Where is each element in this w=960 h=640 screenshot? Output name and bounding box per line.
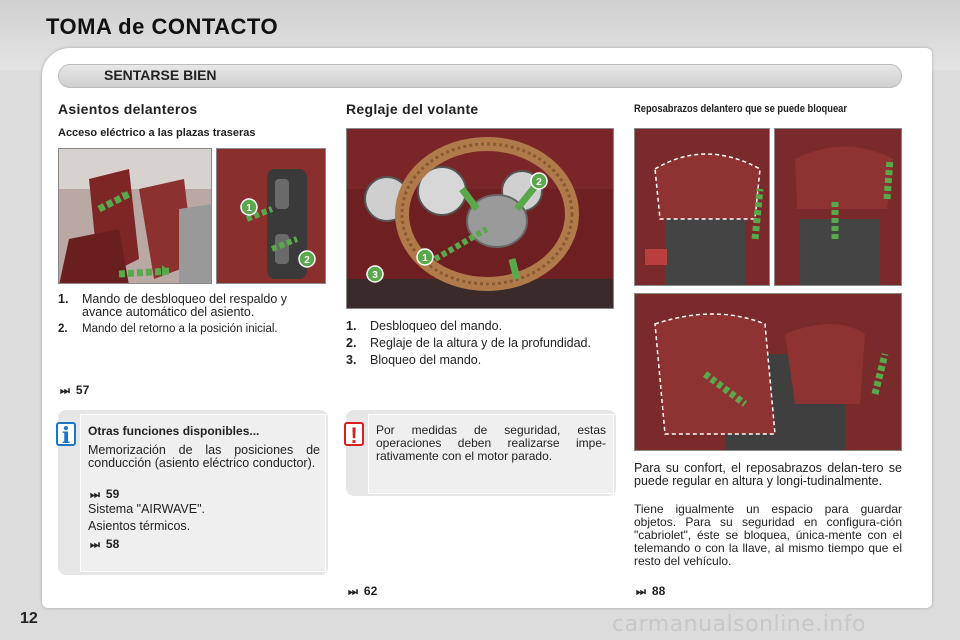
armrest-para-1: Para su confort, el reposabrazos delan-tero se puede regular en altura y longi-tudinalmente. — [634, 461, 902, 488]
watermark: carmanualsonline.info — [612, 612, 866, 637]
list-item — [346, 320, 616, 333]
ref-arrow-icon: ⏭ — [90, 489, 100, 501]
item-text: Reglaje de la altura y de la profundidad. — [370, 336, 591, 350]
rear-access-subheading: Acceso eléctrico a las plazas traseras — [58, 127, 256, 139]
item-number: 3. — [346, 353, 357, 367]
item-number: 1. — [58, 292, 69, 306]
ref-page-number: 88 — [651, 584, 666, 598]
steering-heading: Reglaje del volante — [346, 101, 479, 117]
armrest-photo-2 — [774, 128, 902, 286]
front-seats-heading: Asientos delanteros — [58, 101, 198, 117]
warning-icon: ! — [344, 422, 364, 446]
callout-3: 3 — [372, 270, 378, 281]
ref-arrow-icon: ⏭ — [60, 385, 70, 397]
warning-text: Por medidas de seguridad, estas operaciones deben realizarse impe-rativamente con el motor parado. — [376, 423, 606, 463]
info-box-text: Asientos térmicos. — [88, 519, 191, 533]
armrest-heading: Reposabrazos delantero que se puede bloquear — [634, 103, 848, 115]
ref-page-number: 59 — [105, 487, 120, 501]
ref-arrow-icon: ⏭ — [90, 539, 100, 551]
armrest-photo-3 — [634, 293, 902, 451]
page-reference[interactable] — [60, 383, 89, 398]
info-box-text: Memorización de las posiciones de conducción (asiento eléctrico conductor). — [88, 443, 320, 470]
armrest-photo-1 — [634, 128, 770, 286]
ref-page-number: 62 — [363, 584, 378, 598]
ref-page-number: 57 — [75, 383, 90, 397]
section-title: SENTARSE BIEN — [104, 67, 217, 83]
ref-arrow-icon: ⏭ — [636, 586, 646, 598]
item-number: 1. — [346, 319, 357, 333]
seat-photo-wide — [58, 148, 212, 284]
page-title: TOMA de CONTACTO — [46, 14, 279, 39]
page-reference[interactable] — [90, 537, 119, 552]
item-text: Mando de desbloqueo del respaldo y avance automático del asiento. — [82, 292, 288, 319]
item-number: 2. — [58, 323, 68, 335]
steering-wheel-photo — [346, 128, 614, 309]
ref-arrow-icon: ⏭ — [348, 586, 358, 598]
callout-2: 2 — [304, 255, 310, 266]
page-reference[interactable] — [90, 487, 119, 502]
steering-controls-list — [346, 320, 616, 371]
item-text: Desbloqueo del mando. — [370, 319, 503, 333]
page-number: 12 — [20, 610, 38, 627]
info-icon: i — [56, 422, 76, 446]
info-box-text: Sistema "AIRWAVE". — [88, 502, 206, 516]
page-reference[interactable] — [636, 584, 665, 599]
list-item — [58, 323, 328, 336]
callout-1: 1 — [246, 203, 252, 214]
info-box-title: Otras funciones disponibles... — [88, 424, 260, 438]
list-item — [346, 337, 616, 350]
callout-1: 1 — [422, 253, 428, 264]
item-number: 2. — [346, 336, 357, 350]
seat-controls-photo — [216, 148, 326, 284]
item-text: Mando del retorno a la posición inicial. — [82, 323, 278, 335]
list-item — [346, 354, 616, 367]
list-item — [58, 293, 328, 319]
item-text: Bloqueo del mando. — [370, 353, 482, 367]
callout-2: 2 — [536, 177, 542, 188]
armrest-para-2: Tiene igualmente un espacio para guardar objetos. Para su seguridad en configura-ción "cabriolet", éste se bloquea, única-mente con el telemando o con la llave, al mismo tiempo que el resto del vehículo. — [634, 502, 902, 568]
ref-page-number: 58 — [105, 537, 120, 551]
page-reference[interactable] — [348, 584, 377, 599]
seat-controls-list — [58, 293, 328, 340]
